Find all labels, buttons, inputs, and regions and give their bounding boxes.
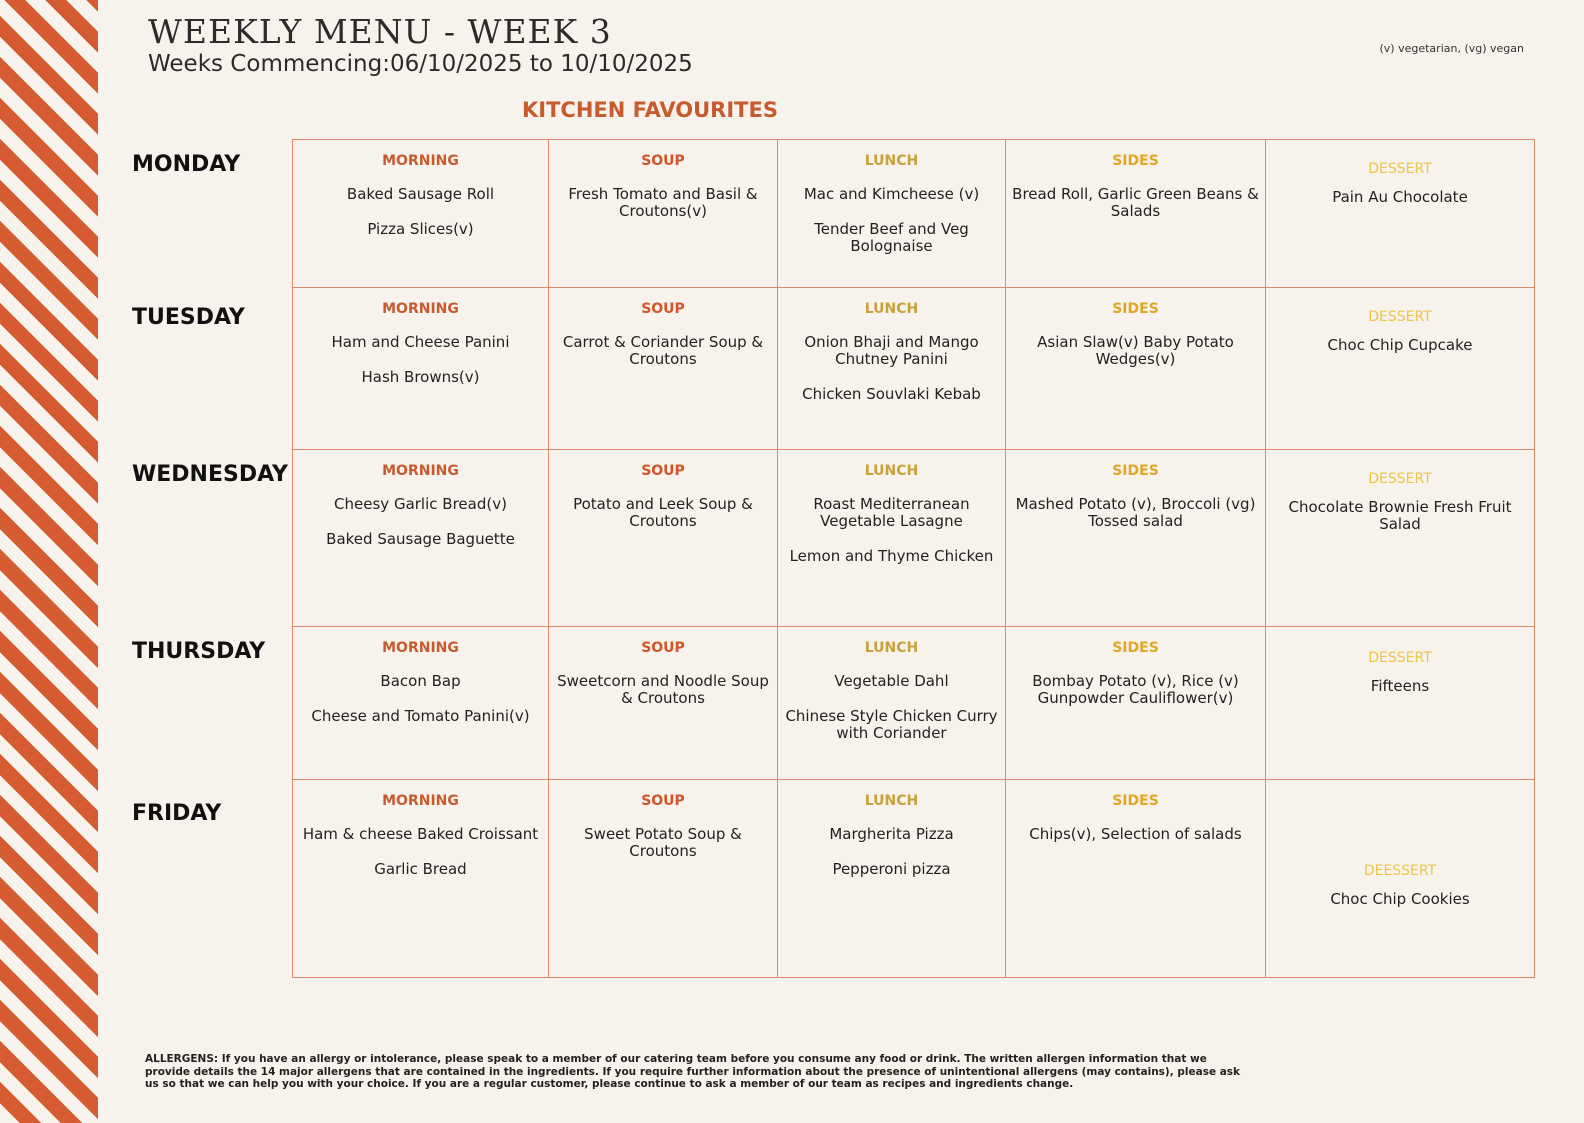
menu-row-thursday [293,627,1535,780]
menu-item: Bacon Bap [380,672,461,690]
menu-cell-morning [293,780,549,978]
menu-cell-dessert [1266,627,1535,780]
dessert-heading: DESSERT [1368,650,1432,666]
menu-item: Choc Chip Cupcake [1327,336,1473,354]
day-label-thursday: THURSDAY [132,639,266,664]
menu-item: Bombay Potato (v), Rice (v) Gunpowder Cauliflower(v) [1032,672,1239,707]
day-label-wednesday: WEDNESDAY [132,462,288,487]
sides-heading: SIDES [1112,153,1159,169]
menu-cell-sides [1006,450,1266,627]
menu-cell-soup [549,450,778,627]
soup-heading: SOUP [641,463,685,479]
menu-item: Sweet Potato Soup & Croutons [584,825,742,860]
menu-item: Margherita Pizza [829,825,954,843]
menu-cell-lunch [778,780,1006,978]
menu-item: Mac and Kimcheese (v) [803,185,980,203]
menu-item: Chicken Souvlaki Kebab [802,385,981,403]
dessert-heading: DESSERT [1368,161,1432,177]
menu-row-monday [293,140,1535,288]
menu-item: Baked Sausage Roll [346,185,495,203]
menu-cell-lunch [778,140,1006,288]
menu-cell-soup [549,780,778,978]
menu-cell-soup [549,140,778,288]
decorative-stripe-border [0,0,98,1123]
menu-item: Garlic Bread [374,860,467,878]
lunch-heading: LUNCH [864,640,919,656]
menu-item: Hash Browns(v) [361,368,480,386]
menu-cell-lunch [778,450,1006,627]
menu-item: Pizza Slices(v) [367,220,474,238]
menu-item: Roast Mediterranean Vegetable Lasagne [813,495,970,530]
menu-item: Onion Bhaji and Mango Chutney Panini [804,333,979,368]
menu-item: Baked Sausage Baguette [326,530,515,548]
menu-cell-sides [1006,288,1266,450]
menu-item: Sweetcorn and Noodle Soup & Croutons [557,672,769,707]
sides-heading: SIDES [1112,793,1159,809]
menu-cell-morning [293,627,549,780]
menu-item: Tender Beef and Veg Bolognaise [814,220,969,255]
lunch-heading: LUNCH [864,153,919,169]
menu-cell-dessert [1266,140,1535,288]
menu-item: Lemon and Thyme Chicken [789,547,994,565]
morning-heading: MORNING [382,301,459,317]
allergen-notice: ALLERGENS: If you have an allergy or intolerance, please speak to a member of our catering team before you consume any food or drink. The written allergen information that we provide details the 14 major allergens that are contained in the ingredients. If you require further information about the presence of unintentional allergens (may contains), please ask us so that we can help you with your choice. If you are a regular customer, please continue to ask a member of our team as recipes and ingredients change. [145,1053,1241,1090]
soup-heading: SOUP [641,640,685,656]
menu-item: Carrot & Coriander Soup & Croutons [562,333,764,368]
dessert-heading: DEESSERT [1363,863,1437,879]
sides-heading: SIDES [1112,301,1159,317]
menu-item: Ham & cheese Baked Croissant [302,825,539,843]
menu-row-friday [293,780,1535,978]
menu-item: Pepperoni pizza [832,860,951,878]
menu-item: Bread Roll, Garlic Green Beans & Salads [1012,185,1259,220]
menu-item: Vegetable Dahl [834,672,949,690]
menu-item: Pain Au Chocolate [1332,188,1468,206]
menu-cell-lunch [778,627,1006,780]
menu-cell-morning [293,140,549,288]
section-heading: KITCHEN FAVOURITES [522,98,778,122]
menu-cell-lunch [778,288,1006,450]
menu-cell-sides [1006,140,1266,288]
menu-grid [292,139,1535,978]
dessert-heading: DESSERT [1368,309,1432,325]
menu-cell-sides [1006,627,1266,780]
menu-item: Chips(v), Selection of salads [1029,825,1242,843]
soup-heading: SOUP [641,301,685,317]
menu-item: Potato and Leek Soup & Croutons [573,495,753,530]
menu-cell-morning [293,450,549,627]
morning-heading: MORNING [382,640,459,656]
menu-cell-dessert [1266,780,1535,978]
page-title: WEEKLY MENU - WEEK 3 [148,12,612,51]
morning-heading: MORNING [382,153,459,169]
menu-item: Fifteens [1370,677,1430,695]
lunch-heading: LUNCH [864,793,919,809]
menu-cell-sides [1006,780,1266,978]
day-label-monday: MONDAY [132,152,241,177]
menu-cell-dessert [1266,288,1535,450]
menu-item: Cheese and Tomato Panini(v) [311,707,530,725]
menu-item: Fresh Tomato and Basil & Croutons(v) [568,185,758,220]
day-label-friday: FRIDAY [132,801,222,826]
menu-item: Chinese Style Chicken Curry with Coriander [785,707,998,742]
menu-cell-soup [549,627,778,780]
soup-heading: SOUP [641,793,685,809]
menu-item: Cheesy Garlic Bread(v) [334,495,507,513]
morning-heading: MORNING [382,463,459,479]
menu-item: Ham and Cheese Panini [331,333,510,351]
lunch-heading: LUNCH [864,301,919,317]
menu-item: Asian Slaw(v) Baby Potato Wedges(v) [1037,333,1234,368]
dietary-legend: (v) vegetarian, (vg) vegan [1379,42,1524,55]
day-label-tuesday: TUESDAY [132,305,245,330]
menu-item: Chocolate Brownie Fresh Fruit Salad [1288,498,1512,533]
menu-item: Choc Chip Cookies [1330,890,1470,908]
menu-cell-soup [549,288,778,450]
soup-heading: SOUP [641,153,685,169]
lunch-heading: LUNCH [864,463,919,479]
menu-cell-morning [293,288,549,450]
menu-row-tuesday [293,288,1535,450]
menu-item: Mashed Potato (v), Broccoli (vg) Tossed salad [1015,495,1256,530]
morning-heading: MORNING [382,793,459,809]
week-dates: Weeks Commencing:06/10/2025 to 10/10/2025 [148,51,693,77]
dessert-heading: DESSERT [1368,471,1432,487]
sides-heading: SIDES [1112,640,1159,656]
sides-heading: SIDES [1112,463,1159,479]
menu-cell-dessert [1266,450,1535,627]
menu-row-wednesday [293,450,1535,627]
